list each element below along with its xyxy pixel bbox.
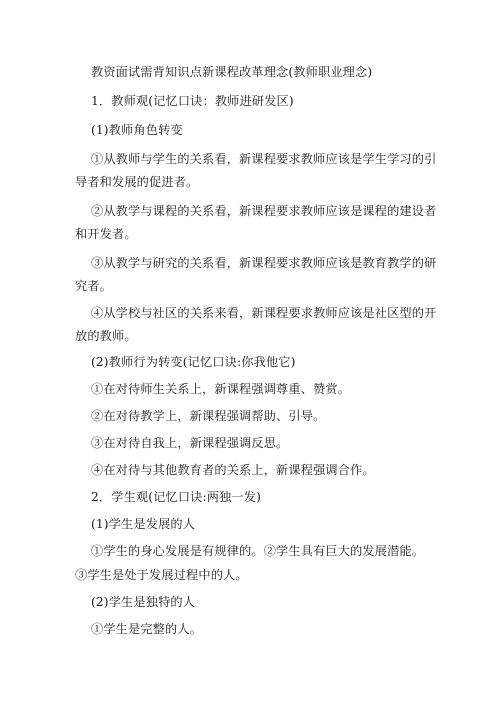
list-item: ③在对待自我上，新课程强调反思。 [91,436,289,450]
section-heading-student-view: 2．学生观(记忆口诀:两独一发) [91,490,262,504]
paragraph-line: 和开发者。 [75,227,137,241]
list-item: ②在对待教学上，新课程强调帮助、引导。 [91,409,326,423]
paragraph-line: ②从教学与课程的关系看，新课程要求教师应该是课程的建设者 [91,204,437,218]
list-item: ①在对待师生关系上，新课程强调尊重、赞赏。 [91,382,351,396]
paragraph-line: ①学生的身心发展是有规律的。②学生具有巨大的发展潜能。 [91,544,425,558]
list-item: ①学生是完整的人。 [91,622,203,636]
list-item: ④在对待与其他教育者的关系上，新课程强调合作。 [91,463,375,477]
subheading-role-change: (1)教师角色转变 [91,123,183,137]
paragraph-line: 究者。 [75,279,113,293]
subheading-behavior-change: (2)教师行为转变(记忆口诀:你我他它) [91,355,296,369]
paragraph-line: ③学生是处于发展过程中的人。 [75,568,248,582]
paragraph-line: ④从学校与社区的关系来看，新课程要求教师应该是社区型的开 [91,306,437,320]
subheading-unique-person: (2)学生是独特的人 [91,595,196,609]
paragraph-line: 放的教师。 [75,329,137,343]
paragraph-line: 导者和发展的促进者。 [75,175,199,189]
paragraph-line: ③从教学与研究的关系看，新课程要求教师应该是教育教学的研 [91,256,437,270]
section-heading-teacher-view: 1．教师观(记忆口诀：教师进研发区) [91,94,294,108]
subheading-developing-person: (1)学生是发展的人 [91,517,196,531]
paragraph-line: ①从教师与学生的关系看，新课程要求教师应该是学生学习的引 [91,152,437,166]
document-title: 教资面试需背知识点新课程改革理念(教师职业理念) [91,65,373,79]
